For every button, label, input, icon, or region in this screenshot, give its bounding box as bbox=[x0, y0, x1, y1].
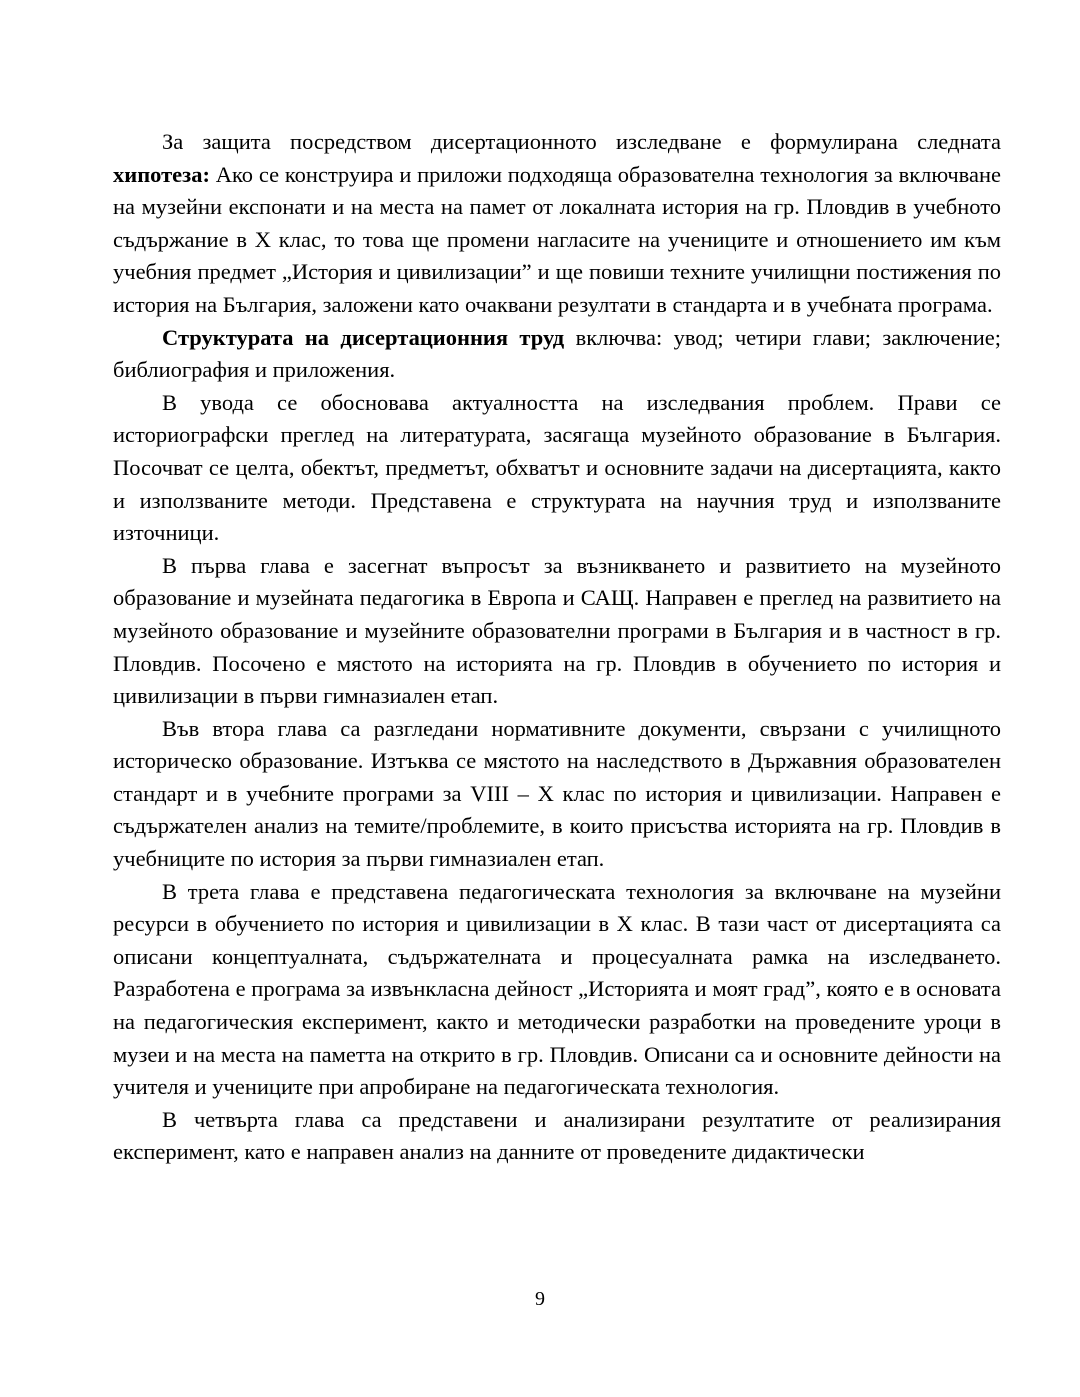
bold-term-hypothesis: хипотеза: bbox=[113, 161, 210, 187]
paragraph-text: В увода се обосновава актуалността на изследвания проблем. Прави се историографски преглед на литературата, засягаща музейното образование в България. Посочват се целта, обектът, предметът, обхватът и основните задачи на дисертацията, както и използваните методи. Представена е структурата на научния труд и използваните източници. bbox=[113, 389, 1001, 546]
paragraph-text: Във втора глава са разгледани нормативните документи, свързани с училищното историческо образование. Изтъква се мястото на наследството в Държавния образователен стандарт и в учебните програми за VIII – X клас по история и цивилизации. Направен е съдържателен анализ на темите/проблемите, в които присъства историята на гр. Пловдив в учебниците по история за първи гимназиален етап. bbox=[113, 715, 1001, 872]
paragraph-introduction bbox=[113, 387, 1001, 550]
bold-term-structure: Структурата на дисертационния труд bbox=[162, 324, 565, 350]
paragraph-chapter-three bbox=[113, 876, 1001, 1104]
paragraph-hypothesis bbox=[113, 126, 1001, 322]
paragraph-text: В трета глава е представена педагогическата технология за включване на музейни ресурси в обучението по история и цивилизации в X клас. В тази част от дисертацията са описани концептуалната, съдържателната и процесуалната рамка на изследването. Разработена е програма за извънкласна дейност „Историята и моят град”, която е в основата на педагогическия експеримент, както и методически разработки на проведените уроци в музеи и на места на паметта на открито в гр. Пловдив. Описани са и основните дейности на учителя и учениците при апробиране на педагогическата технология. bbox=[113, 878, 1001, 1100]
paragraph-chapter-four bbox=[113, 1104, 1001, 1169]
paragraph-chapter-two bbox=[113, 713, 1001, 876]
paragraph-text: В четвърта глава са представени и анализирани резултатите от реализирания експеримент, като е направен анализ на данните от проведените дидактически bbox=[113, 1106, 1001, 1165]
paragraph-text: включва: увод; четири глави; заключение; библиография и приложения. bbox=[113, 324, 1001, 383]
paragraph-structure bbox=[113, 322, 1001, 387]
paragraph-text: Ако се конструира и приложи подходяща образователна технология за включване на музейни експонати и на места на памет от локалната история на гр. Пловдив в учебното съдържание в X клас, то това ще промени нагласите на учениците и отношението им към учебния предмет „История и цивилизации” и ще повиши техните училищни постижения по история на България, заложени като очаквани резултати в стандарта и в учебната програма. bbox=[113, 161, 1001, 317]
document-page bbox=[113, 126, 1001, 1169]
paragraph-chapter-one bbox=[113, 550, 1001, 713]
paragraph-text: В първа глава е засегнат въпросът за възникването и развитието на музейното образование и музейната педагогика в Европа и САЩ. Направен е преглед на развитието на музейното образование и музейните образователни програми в България и в частност в гр. Пловдив. Посочено е мястото на историята на гр. Пловдив в обучението по история и цивилизации в първи гимназиален етап. bbox=[113, 552, 1001, 709]
page-number: 9 bbox=[535, 1288, 545, 1310]
paragraph-text-intro: За защита посредством дисертационното изследване е формулирана следната bbox=[162, 129, 1001, 154]
